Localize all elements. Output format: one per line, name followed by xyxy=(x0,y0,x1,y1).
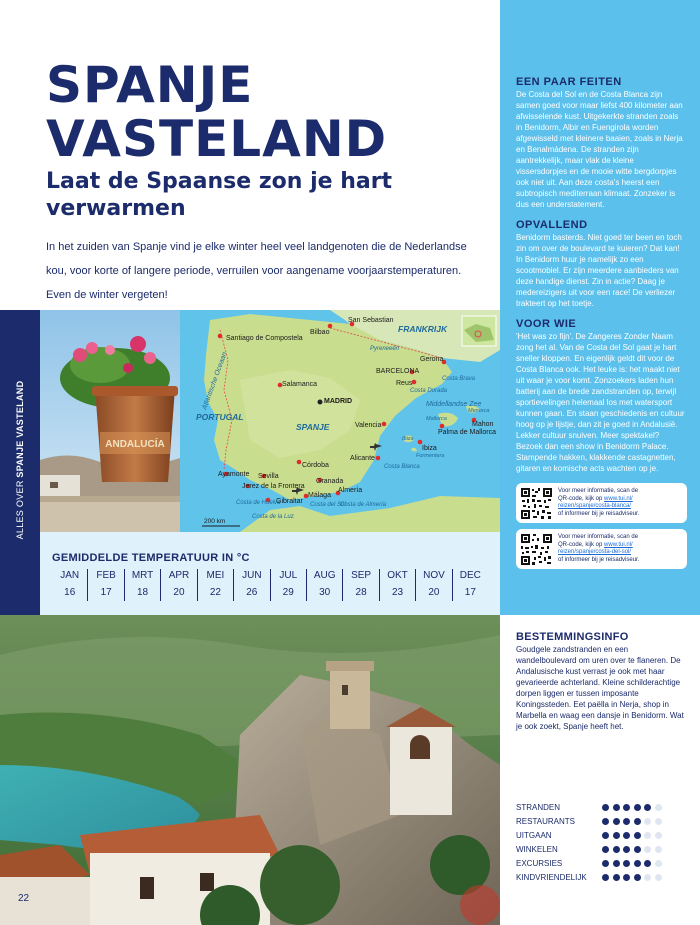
rating-dot-icon xyxy=(602,874,609,881)
qr-code-icon[interactable] xyxy=(520,533,553,566)
temperature-month: DEC xyxy=(459,570,481,581)
side-tab-bold: SPANJE VASTELAND xyxy=(15,380,25,478)
temperature-month: MEI xyxy=(206,570,225,581)
city-label: BARCELONA xyxy=(376,368,420,375)
region-label: Costa Blanca xyxy=(384,464,420,470)
rating-dot-icon xyxy=(623,818,630,825)
city-label: Málaga xyxy=(308,492,331,499)
temperature-column xyxy=(342,569,378,601)
for-whom-section xyxy=(516,318,686,474)
temperature-month: JUL xyxy=(279,570,298,581)
rating-dot-icon xyxy=(602,804,609,811)
city-label: Reus xyxy=(396,380,413,387)
temperature-value: 30 xyxy=(319,587,331,598)
city-label: Salamanca xyxy=(282,381,318,388)
qr-caption-line: of informeer bij je reisadviseur. xyxy=(558,556,640,563)
qr-block-costa-blanca xyxy=(516,483,687,523)
temperature-column xyxy=(197,569,233,601)
temperature-table xyxy=(40,532,500,615)
rating-dot-icon xyxy=(655,804,662,811)
region-label: Costa Brava xyxy=(442,376,476,382)
rating-label: EXCURSIES xyxy=(516,859,563,868)
region-label: Costa Dorada xyxy=(410,388,448,394)
qr-link[interactable]: www.tui.nl/ xyxy=(604,495,633,502)
rating-dot-icon xyxy=(602,818,609,825)
temperature-month: APR xyxy=(168,570,190,581)
rating-dot-icon xyxy=(634,874,641,881)
rating-dot-icon xyxy=(623,846,630,853)
rating-dot-icon xyxy=(655,818,662,825)
rating-dots xyxy=(602,832,665,839)
island-label: Mallorca xyxy=(426,416,447,422)
pot-sign-text: ANDALUCÍA xyxy=(105,439,165,450)
qr-block-costa-del-sol xyxy=(516,529,687,569)
rating-dots xyxy=(602,860,665,867)
city-label: Jerez de la Frontera xyxy=(242,483,305,490)
country-label: FRANKRIJK xyxy=(398,324,448,334)
temperature-value: 23 xyxy=(391,587,404,598)
island-label: Formentera xyxy=(416,453,445,459)
temperature-month: FEB xyxy=(96,570,116,581)
flower-pot-photo xyxy=(40,310,180,532)
city-label: Santiago de Compostela xyxy=(226,335,303,342)
temperature-grid xyxy=(52,569,488,601)
rating-dots xyxy=(602,846,665,853)
qr-caption xyxy=(558,488,639,518)
rating-dot-icon xyxy=(655,874,662,881)
temperature-value: 20 xyxy=(173,587,185,598)
rating-dot-icon xyxy=(634,832,641,839)
scale-label: 200 km xyxy=(204,518,226,525)
rating-dot-icon xyxy=(634,846,641,853)
rating-dot-icon xyxy=(644,846,651,853)
rating-label: WINKELEN xyxy=(516,845,558,854)
qr-caption-line: QR-code, kijk op xyxy=(558,495,605,502)
facts-sidebar xyxy=(500,0,700,615)
qr-link-path[interactable]: reizen/spanje/costa-blanca/ xyxy=(558,503,632,509)
temperature-value: 18 xyxy=(136,587,149,598)
side-tab-label xyxy=(15,381,25,540)
qr-caption xyxy=(558,534,639,564)
qr-caption-line: Voor meer informatie, scan de xyxy=(558,488,639,494)
temperature-column xyxy=(452,569,488,601)
rating-row xyxy=(516,873,686,882)
city-label: Ibiza xyxy=(422,445,437,452)
temperature-month: JAN xyxy=(60,570,80,581)
city-label: Mahon xyxy=(472,421,494,428)
temperature-value: 26 xyxy=(246,587,258,598)
temperature-month: MRT xyxy=(131,570,154,581)
region-label: Costa de Huelva xyxy=(236,500,281,506)
rating-dot-icon xyxy=(644,832,651,839)
rating-dot-icon xyxy=(613,846,620,853)
temperature-value: 17 xyxy=(464,587,476,598)
city-label: Alicante xyxy=(350,455,375,462)
rating-dot-icon xyxy=(623,860,630,867)
country-label: SPANJE xyxy=(296,422,330,432)
page-subtitle: Laat de Spaanse zon je hart verwarmen xyxy=(46,169,393,221)
city-label xyxy=(242,483,305,490)
qr-caption-line: Voor meer informatie, scan de xyxy=(558,534,639,540)
rating-dot-icon xyxy=(613,818,620,825)
sea-label: Atlantische Oceaan xyxy=(201,351,229,411)
temperature-column xyxy=(233,569,269,601)
rating-label: KINDVRIENDELIJK xyxy=(516,873,587,882)
temperature-column xyxy=(160,569,196,601)
page-number: 22 xyxy=(18,893,30,904)
city-label: Bilbao xyxy=(310,329,330,336)
rating-dots xyxy=(602,818,665,825)
for-whom-heading: VOOR WIE xyxy=(516,318,577,330)
city-label: Sevilla xyxy=(258,473,279,480)
castle-photo xyxy=(0,615,500,925)
rating-dot-icon xyxy=(602,832,609,839)
rating-dot-icon xyxy=(623,832,630,839)
temperature-value: 16 xyxy=(64,587,76,598)
intro-paragraph: In het zuiden van Spanje vind je elke winter heel veel landgenoten die de Nederlandse kou, voor korte of langere periode, verruilen voor aangename voorjaarstemperaturen. Even de winter vergeten! xyxy=(46,241,467,301)
temperature-value: 20 xyxy=(428,587,440,598)
island-label: Ibiza xyxy=(402,436,414,442)
city-label: Córdoba xyxy=(302,462,329,469)
rating-dot-icon xyxy=(644,818,651,825)
qr-link-path[interactable]: reizen/spanje/costa-del-sol/ xyxy=(558,549,632,555)
rating-dot-icon xyxy=(634,804,641,811)
temperature-column xyxy=(87,569,123,601)
temperature-month: SEP xyxy=(351,570,372,581)
facts-heading: EEN PAAR FEITEN xyxy=(516,76,622,88)
city-label: Palma de Mallorca xyxy=(438,429,496,436)
temperature-column xyxy=(52,569,87,601)
destination-info-text: Goudgele zandstranden en een wandelboulevard om uren over te flaneren. De Andalusische kust verrast je ook met haar gevarieerde achterland. Kleine schilderachtige dorpen liggen er tussen imposante Koningssteden. Eet paëlla in Nerja, shop in Marbella en waag een dansje in Benidorm. Wat je ook zoekt, Spanje heeft het. xyxy=(516,645,684,731)
qr-caption-line: QR-code, kijk op xyxy=(558,541,605,548)
sea-label: Middellandse Zee xyxy=(426,401,482,408)
spain-map xyxy=(180,310,500,532)
rating-row xyxy=(516,859,686,868)
rating-dot-icon xyxy=(644,860,651,867)
rating-label: STRANDEN xyxy=(516,803,561,812)
city-label: Almería xyxy=(338,487,363,494)
rating-dot-icon xyxy=(623,804,630,811)
title-line-1: SPANJE xyxy=(46,56,254,114)
rating-label: UITGAAN xyxy=(516,831,552,840)
rating-dot-icon xyxy=(634,860,641,867)
rating-dot-icon xyxy=(602,860,609,867)
rating-dot-icon xyxy=(623,874,630,881)
rating-dot-icon xyxy=(613,874,620,881)
temperature-column xyxy=(306,569,342,601)
temperature-month: NOV xyxy=(423,570,445,581)
facts-text: De Costa del Sol en de Costa Blanca zijn samen goed voor maar liefst 400 kilometer aan afwisselende kust. Uitgekerkte stranden zoals in Benidorm, Albir en Fuengirola worden afgewisseld met kleinere baaien, zoals in Nerja en Benalmádena. De stranden zijn aantrekkelijk, maar vlak de kleine vissersdorpjes en de mooie witte bergdorpjes ook niet uit. Aan deze costa's heerst een subtropisch mediterraan klimaat. Zonzeker is dus een understatement. xyxy=(516,90,683,209)
rating-dot-icon xyxy=(655,860,662,867)
rating-label: RESTAURANTS xyxy=(516,817,575,826)
rating-dot-icon xyxy=(634,818,641,825)
temperature-month: JUN xyxy=(242,570,262,581)
rating-dot-icon xyxy=(655,832,662,839)
rating-row xyxy=(516,803,686,812)
rating-row xyxy=(516,845,686,854)
temperature-month: AUG xyxy=(313,570,336,581)
rating-dot-icon xyxy=(655,846,662,853)
rating-dots xyxy=(602,874,665,881)
city-label: Gerona xyxy=(420,356,444,363)
side-tab-prefix: ALLES OVER xyxy=(15,477,25,540)
page-title xyxy=(46,58,486,166)
rating-dot-icon xyxy=(644,874,651,881)
temperature-value: 28 xyxy=(355,587,367,598)
region-label: Costa de la Luz xyxy=(252,514,294,520)
qr-code-icon[interactable] xyxy=(520,487,553,520)
rating-dot-icon xyxy=(613,860,620,867)
temperature-column xyxy=(379,569,415,601)
city-label: Granada xyxy=(316,478,344,485)
region-label: Pyreneeën xyxy=(370,346,400,352)
city-label: Ayamonte xyxy=(218,471,250,478)
region-label: Costa del Sol xyxy=(310,502,346,508)
temperature-column xyxy=(415,569,451,601)
facts-section xyxy=(516,76,686,210)
rating-row xyxy=(516,817,686,826)
temperature-value: 29 xyxy=(282,587,294,598)
region-label: Costa de Almería xyxy=(340,502,387,508)
rating-dots xyxy=(602,804,665,811)
destination-info-title: BESTEMMINGSINFO xyxy=(516,631,629,643)
country-label: PORTUGAL xyxy=(196,412,244,422)
notable-section xyxy=(516,219,686,309)
city-label: Valencia xyxy=(355,422,382,429)
rating-row xyxy=(516,831,686,840)
city-label: San Sebastian xyxy=(348,317,394,324)
temperature-column xyxy=(124,569,160,601)
city-label xyxy=(226,335,303,342)
temperature-value: 22 xyxy=(209,587,221,598)
notable-heading: OPVALLEND xyxy=(516,219,588,231)
temperature-title: GEMIDDELDE TEMPERATUUR IN °C xyxy=(52,552,250,564)
city-label: Gibraltar xyxy=(276,498,303,505)
island-label: Menorca xyxy=(468,408,490,414)
temperature-value: 17 xyxy=(100,587,112,598)
rating-dot-icon xyxy=(613,804,620,811)
temperature-column xyxy=(270,569,306,601)
for-whom-text: 'Het was zo fijn'. De Zangeres Zonder Naam zong het al. Van de Costa del Sol gaat je hart sneller kloppen. En eigenlijk geldt dit voor de Costa Blanca ook. Het leuke is: het maakt niet uit waar je voor komt. Zonzoekers laden hun batterij aan de brede zandstranden op, terwijl sportievelingen helemaal los met watersport kunnen gaan. En staan geschiedenis en cultuur hoog op je lijstje, dan zit je goed in Andalusië. Lekker cultuur snuiven. Meer spektakel? Bezoek dan een show in Benidorm Palace. Stampende hakken, klakkende castagnetten, gitaren en komische acts wachten op je. xyxy=(516,332,685,473)
qr-link[interactable]: www.tui.nl/ xyxy=(604,541,633,548)
temperature-month: OKT xyxy=(387,570,408,581)
city-label: MADRID xyxy=(324,398,352,405)
title-line-2: VASTELAND xyxy=(46,110,388,168)
rating-dot-icon xyxy=(602,846,609,853)
rating-dot-icon xyxy=(613,832,620,839)
destination-info xyxy=(500,615,700,925)
notable-text: Benidorm basterds. Niet goed ter been en toch zin om over de boulevard te kuieren? Dat kan! In Benidorm huur je namelijk zo een scootmobiel. Er zijn meerdere aanbieders van deze handige dienst. Zin in actie? Daag je medereizigers uit voor een race! De verliezer trakteert op het toetje. xyxy=(516,233,682,308)
rating-dot-icon xyxy=(644,804,651,811)
qr-caption-line: of informeer bij je reisadviseur. xyxy=(558,510,640,517)
